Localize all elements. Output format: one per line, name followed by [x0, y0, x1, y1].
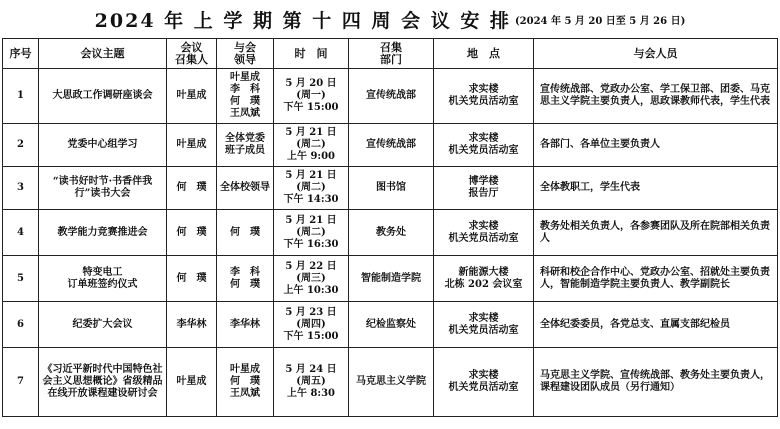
- row-dept: 纪检监察处: [349, 302, 434, 348]
- row-leaders: 全体校领导: [217, 167, 274, 210]
- meeting-schedule-table: [2, 38, 778, 417]
- row-topic: 党委中心组学习: [39, 124, 167, 167]
- row-no: 1: [3, 69, 39, 124]
- row-no: 6: [3, 302, 39, 348]
- page-title: 2024 年 上 学 期 第 十 四 周 会 议 安 排: [94, 9, 511, 32]
- table-row: [3, 348, 778, 417]
- row-leaders: 李华林: [217, 302, 274, 348]
- row-no: 2: [3, 124, 39, 167]
- row-place: 求实楼 机关党员活动室: [434, 69, 534, 124]
- row-place: 求实楼 机关党员活动室: [434, 348, 534, 417]
- row-no: 7: [3, 348, 39, 417]
- header: [0, 0, 780, 38]
- column-header-convener: 会议 召集人: [167, 39, 217, 69]
- row-dept: 马克思主义学院: [349, 348, 434, 417]
- row-convener: 何 璞: [167, 167, 217, 210]
- row-time: 5 月 23 日 (周四) 下午 15:00: [274, 302, 349, 348]
- row-leaders: 叶星成 何 璞 王凤斌: [217, 348, 274, 417]
- row-time: 5 月 21 日 (周二) 下午 16:30: [274, 210, 349, 256]
- table-row: [3, 124, 778, 167]
- column-header-no: 序号: [3, 39, 39, 69]
- row-dept: 智能制造学院: [349, 256, 434, 302]
- table-row: [3, 302, 778, 348]
- row-leaders: 何 璞: [217, 210, 274, 256]
- row-topic: 大思政工作调研座谈会: [39, 69, 167, 124]
- row-topic: “读书好时节·书香伴我行”读书大会: [39, 167, 167, 210]
- row-convener: 何 璞: [167, 256, 217, 302]
- row-time: 5 月 21 日 (周二) 上午 9:00: [274, 124, 349, 167]
- row-convener: 叶星成: [167, 348, 217, 417]
- row-no: 4: [3, 210, 39, 256]
- row-place: 求实楼 机关党员活动室: [434, 124, 534, 167]
- row-dept: 宣传统战部: [349, 69, 434, 124]
- row-convener: 李华林: [167, 302, 217, 348]
- row-time: 5 月 24 日 (周五) 上午 8:30: [274, 348, 349, 417]
- table-row: [3, 69, 778, 124]
- row-time: 5 月 22 日 (周三) 上午 10:30: [274, 256, 349, 302]
- row-dept: 图书馆: [349, 167, 434, 210]
- row-topic: 教学能力竞赛推进会: [39, 210, 167, 256]
- row-dept: 宣传统战部: [349, 124, 434, 167]
- column-header-time: 时 间: [274, 39, 349, 69]
- column-header-dept: 召集 部门: [349, 39, 434, 69]
- row-attendees: 各部门、各单位主要负责人: [534, 124, 778, 167]
- row-no: 5: [3, 256, 39, 302]
- table-row: [3, 210, 778, 256]
- row-convener: 何 璞: [167, 210, 217, 256]
- row-leaders: 全体党委 班子成员: [217, 124, 274, 167]
- row-topic: 纪委扩大会议: [39, 302, 167, 348]
- row-convener: 叶星成: [167, 124, 217, 167]
- row-leaders: 李 科 何 璞: [217, 256, 274, 302]
- row-attendees: 全体纪委委员，各党总支、直属支部纪检员: [534, 302, 778, 348]
- column-header-topic: 会议主题: [39, 39, 167, 69]
- column-header-attendees: 与会人员: [534, 39, 778, 69]
- row-leaders: 叶星成 李 科 何 璞 王凤斌: [217, 69, 274, 124]
- row-attendees: 教务处相关负责人，各参赛团队及所在院部相关负责人: [534, 210, 778, 256]
- row-place: 博学楼 报告厅: [434, 167, 534, 210]
- row-time: 5 月 21 日 (周二) 下午 14:30: [274, 167, 349, 210]
- row-topic: 特变电工 订单班签约仪式: [39, 256, 167, 302]
- row-attendees: 宣传统战部、党政办公室、学工保卫部、团委、马克思主义学院主要负责人，思政课教师代表，学生代表: [534, 69, 778, 124]
- row-time: 5 月 20 日 (周一) 下午 15:00: [274, 69, 349, 124]
- row-topic: 《习近平新时代中国特色社会主义思想概论》省级精品在线开放课程建设研讨会: [39, 348, 167, 417]
- row-dept: 教务处: [349, 210, 434, 256]
- row-place: 新能源大楼 北栋 202 会议室: [434, 256, 534, 302]
- row-attendees: 科研和校企合作中心、党政办公室、招就处主要负责人，智能制造学院主要负责人、教学副院长: [534, 256, 778, 302]
- row-convener: 叶星成: [167, 69, 217, 124]
- header-row: [3, 39, 778, 69]
- column-header-place: 地 点: [434, 39, 534, 69]
- table-row: [3, 167, 778, 210]
- date-range-subtitle: (2024 年 5 月 20 日至 5 月 26 日): [514, 15, 686, 27]
- table-row: [3, 256, 778, 302]
- column-header-leaders: 与会 领导: [217, 39, 274, 69]
- row-place: 求实楼 机关党员活动室: [434, 302, 534, 348]
- row-no: 3: [3, 167, 39, 210]
- row-place: 求实楼 机关党员活动室: [434, 210, 534, 256]
- row-attendees: 全体教职工，学生代表: [534, 167, 778, 210]
- row-attendees: 马克思主义学院、宣传统战部、教务处主要负责人，课程建设团队成员（另行通知）: [534, 348, 778, 417]
